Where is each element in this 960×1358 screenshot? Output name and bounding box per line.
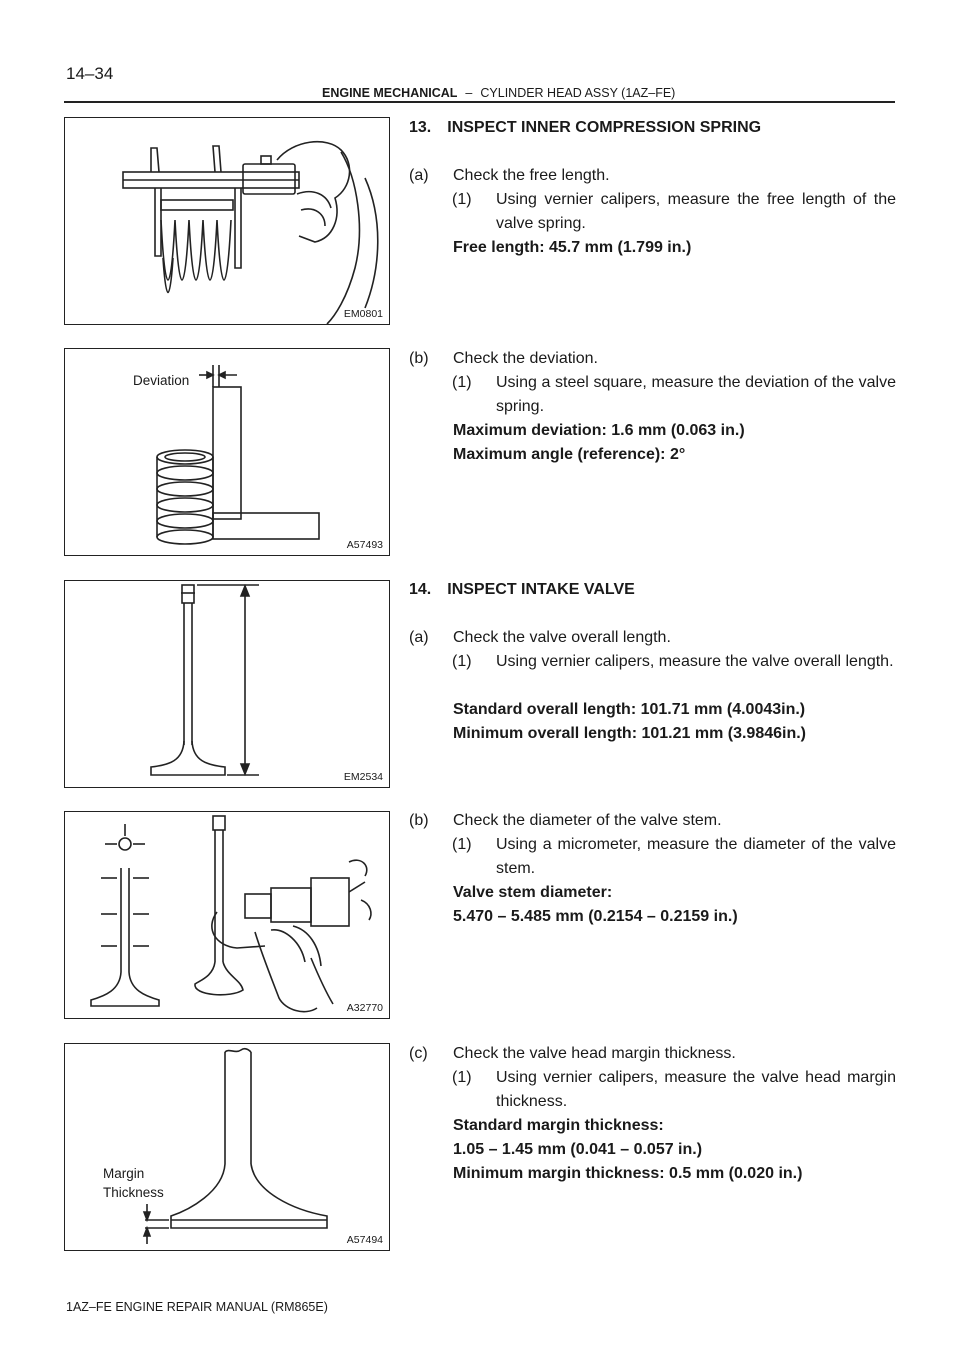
header-rule <box>64 101 895 103</box>
step-13a: (a) Check the free length. <box>409 167 610 184</box>
page-footer: 1AZ–FE ENGINE REPAIR MANUAL (RM865E) <box>66 1300 328 1314</box>
step-14b: (b) Check the diameter of the valve stem. <box>409 812 722 829</box>
figure-code: A57493 <box>346 539 383 551</box>
caliper-spring-illustration <box>65 118 391 326</box>
spec-standard-margin-label: Standard margin thickness: <box>453 1117 664 1134</box>
figure-spring-deviation <box>64 348 390 556</box>
figure-code: EM0801 <box>343 308 383 320</box>
step-13b1: (1) Using a steel square, measure the deviation of the valve spring. <box>452 374 896 415</box>
spec-standard-overall-length: Standard overall length: 101.71 mm (4.0043in.) <box>453 701 806 718</box>
valve-length-illustration <box>65 581 391 789</box>
step-14b1: (1) Using a micrometer, measure the diameter of the valve stem. <box>452 836 896 877</box>
figure-code: EM2534 <box>343 771 383 783</box>
spec-minimum-overall-length: Minimum overall length: 101.21 mm (3.9846in.) <box>453 725 806 742</box>
figure-caliper-spring <box>64 117 390 325</box>
header-subsection: CYLINDER HEAD ASSY (1AZ–FE) <box>480 86 676 100</box>
step-13a1: (1) Using vernier calipers, measure the free length of the valve spring. <box>452 191 896 232</box>
running-header <box>322 86 675 100</box>
step-14c1: (1) Using vernier calipers, measure the valve head margin thickness. <box>452 1069 896 1110</box>
spec-standard-margin-value: 1.05 – 1.45 mm (0.041 – 0.057 in.) <box>453 1141 703 1158</box>
step-14c: (c) Check the valve head margin thickness. <box>409 1045 736 1062</box>
figure-valve-stem-micrometer <box>64 811 390 1019</box>
spec-minimum-margin: Minimum margin thickness: 0.5 mm (0.020 in.) <box>453 1165 803 1182</box>
figure-code: A57494 <box>346 1234 383 1246</box>
deviation-illustration <box>65 349 391 557</box>
deviation-label: Deviation <box>133 373 190 388</box>
figure-valve-length <box>64 580 390 788</box>
figure-code: A32770 <box>346 1002 383 1014</box>
spec-free-length: Free length: 45.7 mm (1.799 in.) <box>453 239 692 256</box>
spec-max-deviation: Maximum deviation: 1.6 mm (0.063 in.) <box>453 422 745 439</box>
spec-valve-stem-diameter-label: Valve stem diameter: <box>453 884 613 901</box>
spec-valve-stem-diameter-value: 5.470 – 5.485 mm (0.2154 – 0.2159 in.) <box>453 908 738 925</box>
step-14a: (a) Check the valve overall length. <box>409 629 671 646</box>
micrometer-illustration <box>65 812 391 1020</box>
section-13-heading: 13. INSPECT INNER COMPRESSION SPRING <box>409 119 762 136</box>
section-14-heading: 14. INSPECT INTAKE VALVE <box>409 581 635 598</box>
margin-thickness-illustration <box>65 1044 391 1252</box>
spec-max-angle: Maximum angle (reference): 2° <box>453 446 686 463</box>
header-separator: – <box>465 86 473 100</box>
step-14a1: (1) Using vernier calipers, measure the valve overall length. <box>452 653 894 670</box>
figure-margin-thickness <box>64 1043 390 1251</box>
step-13b: (b) Check the deviation. <box>409 350 598 367</box>
margin-thickness-label: Margin Thickness <box>103 1166 164 1200</box>
header-section: ENGINE MECHANICAL <box>322 86 458 100</box>
page-number: 14–34 <box>66 64 114 83</box>
